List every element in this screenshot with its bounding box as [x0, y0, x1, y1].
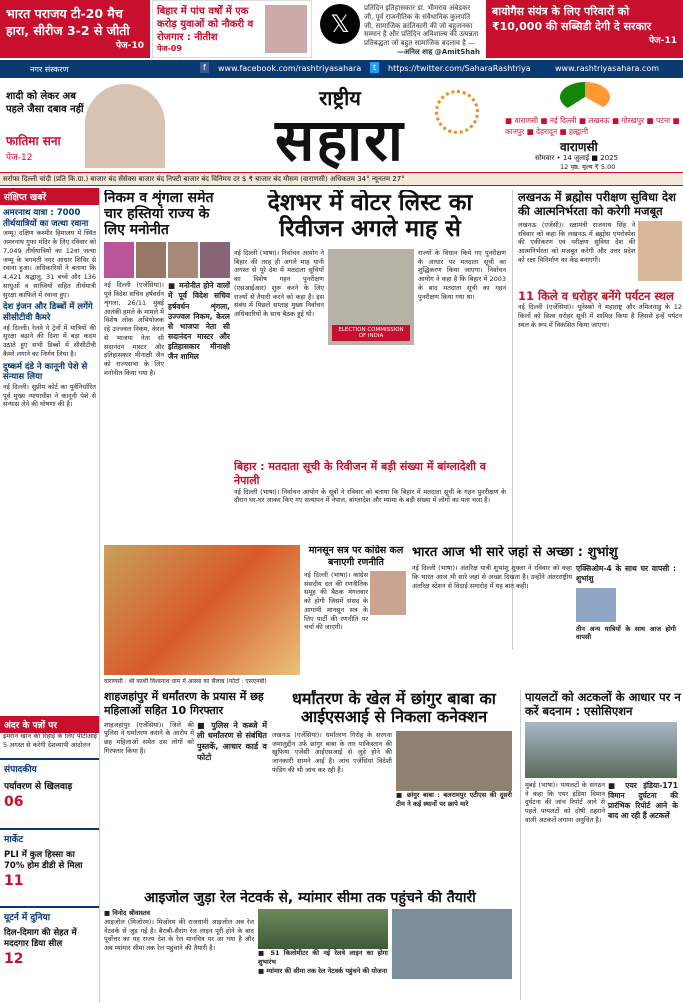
inside-pages-head: अंदर के पन्नों पर: [0, 716, 99, 733]
election-commission-photo: [328, 249, 414, 345]
quote-text: प्रतिदिन इतिहासकार डा. भीमराव अंबेडकर जी, पूर्व राजनीतिक के संवैधानिक कुलपति जी, सामाजिक क्रांतिकारी की जो बहुजनका सम्मान है और प्रतिदिन अविशाल्य की उत्पन्नता प्रतिबद्धता जो बहुत सामाजिक बदलाव है —: [364, 4, 479, 47]
cricket-page: पेज-10: [115, 40, 144, 51]
market-page: 11: [4, 873, 24, 889]
brahmos-headline[interactable]: लखनऊ में ब्रह्मोस परीक्षण सुविधा देश की आत्मनिर्भरता को करेगी मजबूत: [518, 190, 676, 219]
astronaut-photo: [576, 588, 616, 622]
cricket-headline: भारत पराजय टी-20 मैच हारा, सीरीज 3-2 से जीती: [6, 6, 130, 38]
person-photo: [104, 242, 134, 278]
logo-small-text: राष्ट्रीय: [319, 86, 361, 110]
shahjahanpur-story: [104, 690, 268, 880]
cricket-promo[interactable]: [0, 0, 150, 58]
issue-date: सोमवार • 14 जुलाई ■ 2025: [535, 154, 619, 162]
bihar-voter-story: [234, 460, 506, 540]
leader-photo: [370, 571, 406, 615]
shahjahanpur-side: ■ पुलिस ने कब्जे में ली धर्मांतरण से संबंधित पुस्तकें, आधार कार्ड व फोटो: [197, 720, 267, 762]
shubhanshu-text: नई दिल्ली (भाषा)। अंतरिक्ष यात्री शुभांशु शुक्ला ने रविवार को कहा कि भारत आज भी सारे जहां से अच्छा दिखता है। उन्होंने अंतरराष्ट्रीय अंतरिक्ष स्टेशन से विदाई समारोह में यह बात कही।: [412, 564, 572, 590]
person-photo: [168, 242, 198, 278]
left-column: [0, 188, 100, 1003]
cctv-text: नई दिल्ली। रेलवे ने ट्रेनों में यात्रियों की सुरक्षा बढ़ाने की दिशा में बड़ा कदम उठाते हुए सभी डिब्बों में सीसीटीवी कैमरे लगाने का निर्णय लिया है।: [3, 323, 96, 358]
nominated-text: नई दिल्ली (एजेंसियां)। पूर्व विदेश सचिव हर्षवर्धन शृंगला, 26/11 मुंबई आतंकी हमले के मामले में विशेष लोक अभियोजक रहे उज्ज्वल निकम, केरल से भाजपा नेता सी सदानंदन मास्टर और इतिहासकार मीनाक्षी जैन को राज्यसभा के लिए मनोनीत किया गया है।: [104, 281, 164, 377]
chhangur-headline[interactable]: धर्मांतरण के खेल में छांगुर बाबा का आईएसआई से निकला कनेक्शन: [292, 690, 496, 727]
lead-text: नई दिल्ली (भाषा)। निर्वाचन आयोग ने बिहार की तरह ही अगले माह यानी अगस्त से पूरे देश में मतदाता सूचियों का विशेष गहन पुनरीक्षण (एसआईआर) शुरू करने के लिए राज्यों से तैयारी करने को कहा है। इस संबंध में पिछले सप्ताह मुख्य निर्वाचन अधिकारियों के साथ बैठक हुई थी।: [234, 248, 324, 319]
bihar-voter-headline[interactable]: बिहार : मतदाता सूची के रिवीजन में बड़ी संख्या में बांग्लादेशी व नेपाली: [234, 460, 486, 487]
twitter-icon: t: [370, 62, 379, 73]
editorial-item: पर्यावरण से खिलवाड़: [4, 782, 73, 792]
world-head: यूटर्न में दुनिया: [0, 906, 99, 925]
masthead: [0, 80, 683, 170]
pilot-text: मुंबई (भाषा)। पायलटों के संगठन ने कहा कि एयर इंडिया विमान दुर्घटना की जांच रिपोर्ट आने से पहले पायलटों को दोषी ठहराने वाली अटकलें लगाना अनुचित है।: [525, 780, 605, 824]
rail-caption-1: ■ 51 किलोमीटर की नई रेलवे लाइन का होगा शुभारंभ: [258, 949, 388, 966]
ec-sign: ELECTION COMMISSION OF INDIA: [332, 325, 410, 341]
world-box[interactable]: [0, 906, 99, 967]
shubhanshu-headline[interactable]: भारत आज भी सारे जहां से अच्छा : शुभांशु: [412, 545, 618, 560]
logo-tagline: [190, 169, 490, 170]
lead-text-2: राज्यों के विधान किये गए पुनरीक्षण के आधार पर मतदाता सूची का शुद्धिकरण किया जाएगा। निर्वाचन आयोग ने कहा है कि बिहार में 2003 के बाद मतदाता सूची का गहन पुनरीक्षण किया गया था।: [418, 248, 506, 301]
actor-name: फातिमा सना: [6, 134, 61, 148]
judge-text: नई दिल्ली। सुप्रीम कोर्ट का पूर्वनिर्धारित पूर्व मुख्य न्यायाधीश ने कानूनी पेशे से संन्यास लेने की घोषणा की है।: [3, 382, 96, 409]
biogas-page: पेज-11: [648, 35, 677, 46]
bihar-promo[interactable]: [152, 0, 312, 58]
website-link[interactable]: www.rashtriyasahara.com: [555, 64, 660, 73]
nitish-photo: [265, 5, 307, 53]
actor-page: पेज-12: [6, 153, 33, 163]
pilot-story: [520, 690, 682, 1000]
pilot-headline[interactable]: पायलटों को अटकलों के आधार पर न करें बदनाम : एसोसिएशन: [525, 690, 681, 719]
market-head: मार्केट: [0, 828, 99, 847]
edition-label: नगर संस्करण: [30, 65, 69, 74]
chhangur-story: [272, 690, 516, 890]
plane-crash-photo: [525, 722, 677, 778]
forts-headline[interactable]: 11 किले व धरोहर बनेंगे पर्यटन स्थल: [518, 288, 674, 303]
inside-text: इमरान खान की रिहाई के लिए पीटीआई 5 अगस्त से करेगी देशव्यापी आंदोलन: [3, 732, 97, 749]
pilot-side: ■ एयर इंडिया-171 विमान दुर्घटना की प्रारंभिक रिपोर्ट आने के बाद आ रही हैं अटकलें: [608, 780, 678, 821]
bihar-page: पेज-09: [157, 44, 182, 53]
editions-list: ■ वाराणसी ■ नई दिल्ली ■ लखनऊ ■ गोरखपुर ■ पटना ■ कानपुर ■ देहरादून ■ हल्द्वानी: [505, 116, 680, 136]
person-photo: [200, 242, 230, 278]
city-name: वाराणसी: [560, 140, 598, 154]
congress-story: [304, 545, 408, 685]
biogas-headline: बायोगैस संयंत्र के लिए परिवारों को ₹10,000 की सब्सिडी देगी दे सरकार: [492, 5, 652, 33]
lead-headline[interactable]: देशभर में वोटर लिस्ट का रिवीजन अगले माह से: [267, 190, 473, 243]
axiom-side-headline: एक्सिओम-4 के साथ घर वापसी : शुभांशु: [576, 564, 676, 584]
amarnath-headline[interactable]: अमरनाथ यात्रा : 7000 तीर्थयात्रियों का जत्था रवाना: [3, 208, 89, 229]
editorial-head: संपादकीय: [0, 758, 99, 777]
sun-emblem-icon: [435, 90, 479, 134]
actor-photo: [85, 84, 165, 168]
market-item: PLI में कुल हिस्सा का 70% होम डीडी से मिला: [4, 850, 83, 871]
world-item: दिल-दिमाग की सेहत में मददगार डिया सील: [4, 928, 77, 949]
rail-story: [104, 890, 516, 1003]
rajnath-photo: [638, 221, 682, 281]
forts-text: नई दिल्ली (एजेंसियां)। यूनेस्को ने महाराष्ट्र और तमिलनाडु के 12 किलों को विश्व धरोहर सूची में शामिल किया है जिससे इन्हें पर्यटन स्थल के रूप में विकसित किया जाएगा।: [518, 303, 682, 329]
market-box[interactable]: [0, 828, 99, 889]
editorial-page: 06: [4, 794, 24, 810]
editorial-box[interactable]: [0, 758, 99, 810]
logo-big-text: सहारा: [275, 106, 405, 170]
congress-headline[interactable]: मानसून सत्र पर कांग्रेस कल बनाएगी रणनीति: [308, 545, 404, 568]
rail-author: ■ विनोद श्रीवास्तव: [104, 909, 151, 918]
brahmos-text: लखनऊ (एजेंसी)। रक्षामंत्री राजनाथ सिंह ने रविवार को कहा कि लखनऊ में ब्रह्मोस एयरोस्पेस की एकीकरण एवं परीक्षण सुविधा देश की आत्मनिर्भरता को मजबूत करेगी और उत्तर प्रदेश को रक्षा विनिर्माण का केंद्र बनाएगी।: [518, 220, 636, 264]
rail-caption-2: ■ म्यांमार की सीमा तक रेल नेटवर्क पहुंचने की योजना: [258, 966, 387, 975]
twitter-link[interactable]: https://twitter.com/SaharaRashtriya: [388, 64, 531, 73]
quote-promo: [316, 0, 484, 58]
rail-headline[interactable]: आइजोल जुड़ा रेल नेटवर्क से, म्यांमार सीमा तक पहुंचने की तैयारी: [144, 890, 476, 906]
rail-bridge-photo: [258, 909, 388, 949]
rail-text: आइजोल (मिजोरम)। मिजोरम की राजधानी आइजोल अब रेल नेटवर्क से जुड़ गई है। बैराबी-सैरांग रेल लाइन पूरी होने के बाद पूर्वोत्तर का यह राज्य देश के रेल मानचित्र पर आ गया है और अब म्यांमार सीमा तक रेल पहुंचाने की तैयारी है।: [104, 917, 254, 953]
biogas-promo[interactable]: [486, 0, 683, 58]
brief-news-head: संक्षिप्त खबरें: [0, 188, 99, 205]
social-bar: [0, 60, 683, 78]
judge-headline[interactable]: दुष्कर्म दंडे ने कानूनी पेशे से संन्यास लिया: [3, 361, 88, 383]
shubhanshu-story: [412, 545, 682, 685]
bihar-voter-text: नई दिल्ली (भाषा)। निर्वाचन आयोग के सूत्रों ने रविवार को बताया कि बिहार में मतदाता सूची के गहन पुनरीक्षण के दौरान घर-घर जाकर किए गए सत्यापन में नेपाल, बांग्लादेश और म्यांमा के बड़ी संख्या में लोगों का पता चला है।: [234, 487, 506, 505]
temple-crowd-photo: [104, 545, 300, 675]
temple-caption: वाराणसी : श्री काशी विश्वनाथ धाम में आस्था का सैलाब (फोटो : एसएनबी): [104, 678, 267, 685]
amarnath-text: जम्मू। दक्षिण कश्मीर हिमालय में स्थित अमरनाथ गुफा मंदिर के लिए रविवार को 7,049 तीर्थयात्रियों का 12वां जत्था जम्मू के भगवती नगर आधार शिविर से रवाना हुआ। अधिकारियों ने बताया कि 4,421 श्रद्धालु, 31 बच्चे और 136 साधुओं व साध्वियों सहित तीर्थयात्री सुरक्षा काफिले में रवाना हुए।: [3, 229, 96, 299]
chhangur-photo: [396, 731, 512, 791]
actor-promo-text: शादी को लेकर अब पहले जैसा दबाव नहीं: [6, 91, 84, 115]
chhangur-caption: ■ छांगुर बाबा : बलरामपुर एटीएस की दूसरी टीम ने कई स्थानों पर छापे मारे: [396, 790, 512, 808]
nominated-bullets: ■ मनोनीत होने वालों में पूर्व विदेश सचिव हर्षवर्धन शृंगला, उज्ज्वल निकम, केरल से भाजपा नेता सी सदानंदन मास्टर और इतिहासकार मीनाक्षी जैन शामिल: [168, 281, 230, 362]
market-ticker: सर्राफा दिल्ली चांदी (प्रति कि.ग्रा.) बाजार बंद सेंसेक्स बाजार बंद निफ्टी बाजार बंद विनिमय दर $ ₹ बाजार बंद मौसम (वाराणसी) अधिकतम 34° न्यूनतम 27°: [0, 172, 683, 186]
nominated-story: [104, 190, 230, 515]
facebook-icon: f: [200, 62, 209, 73]
shahjahanpur-headline[interactable]: शाहजहांपुर में धर्मांतरण के प्रयास में छह महिलाओं सहित 10 गिरफ्तार: [104, 690, 264, 717]
cctv-headline[interactable]: देश इंजन और डिब्बों में लगेंगे सीसीटीवी कैमरे: [3, 302, 93, 323]
bihar-headline: बिहार में पांच वर्षों में एक करोड़ युवाओं को नौकरी व रोजगार : नीतीश: [157, 6, 254, 43]
nominated-headline[interactable]: निकम व शृंगला समेत चार हस्तियां राज्य के लिए मनोनीत: [104, 190, 214, 239]
shahjahanpur-text: शाहजहांपुर (एजेंसियां)। जिले की पुलिस ने धर्मांतरण कराने के आरोप में छह महिलाओं समेत दस लोगों को गिरफ्तार किया है।: [104, 720, 194, 755]
anniversary-emblem-icon: [560, 82, 610, 112]
price-meta: 12 पृष्ठ, मूल्य ₹ 5.00: [560, 163, 616, 170]
person-photo: [136, 242, 166, 278]
chhangur-text: लखनऊ (एजेंसियां)। धर्मांतरण गिरोह के सरगना जमालुद्दीन उर्फ छांगुर बाबा के तार पाकिस्तान की खुफिया एजेंसी आईएसआई से जुड़े होने की जानकारी सामने आई है। जांच एजेंसियां विदेशी फंडिंग की भी जांच कर रही हैं।: [272, 730, 392, 774]
rail-map-photo: [392, 909, 512, 979]
quote-author: —अनिल शाह @AmitShah: [396, 47, 480, 56]
axiom-side-text: तीन अन्य यात्रियों के साथ आज होगी वापसी: [576, 624, 676, 642]
congress-text: नई दिल्ली (भाषा)। कांग्रेस संसदीय दल की रणनीतिक समूह की बैठक मंगलवार को होगी जिसमें संसद के आगामी मानसून सत्र के लिए पार्टी की रणनीति पर चर्चा की जाएगी।: [304, 570, 368, 632]
lead-story: [234, 190, 506, 475]
x-logo-icon: 𝕏: [320, 4, 360, 44]
facebook-link[interactable]: www.facebook.com/rashtriyasahara: [218, 64, 362, 73]
world-page: 12: [4, 951, 24, 967]
